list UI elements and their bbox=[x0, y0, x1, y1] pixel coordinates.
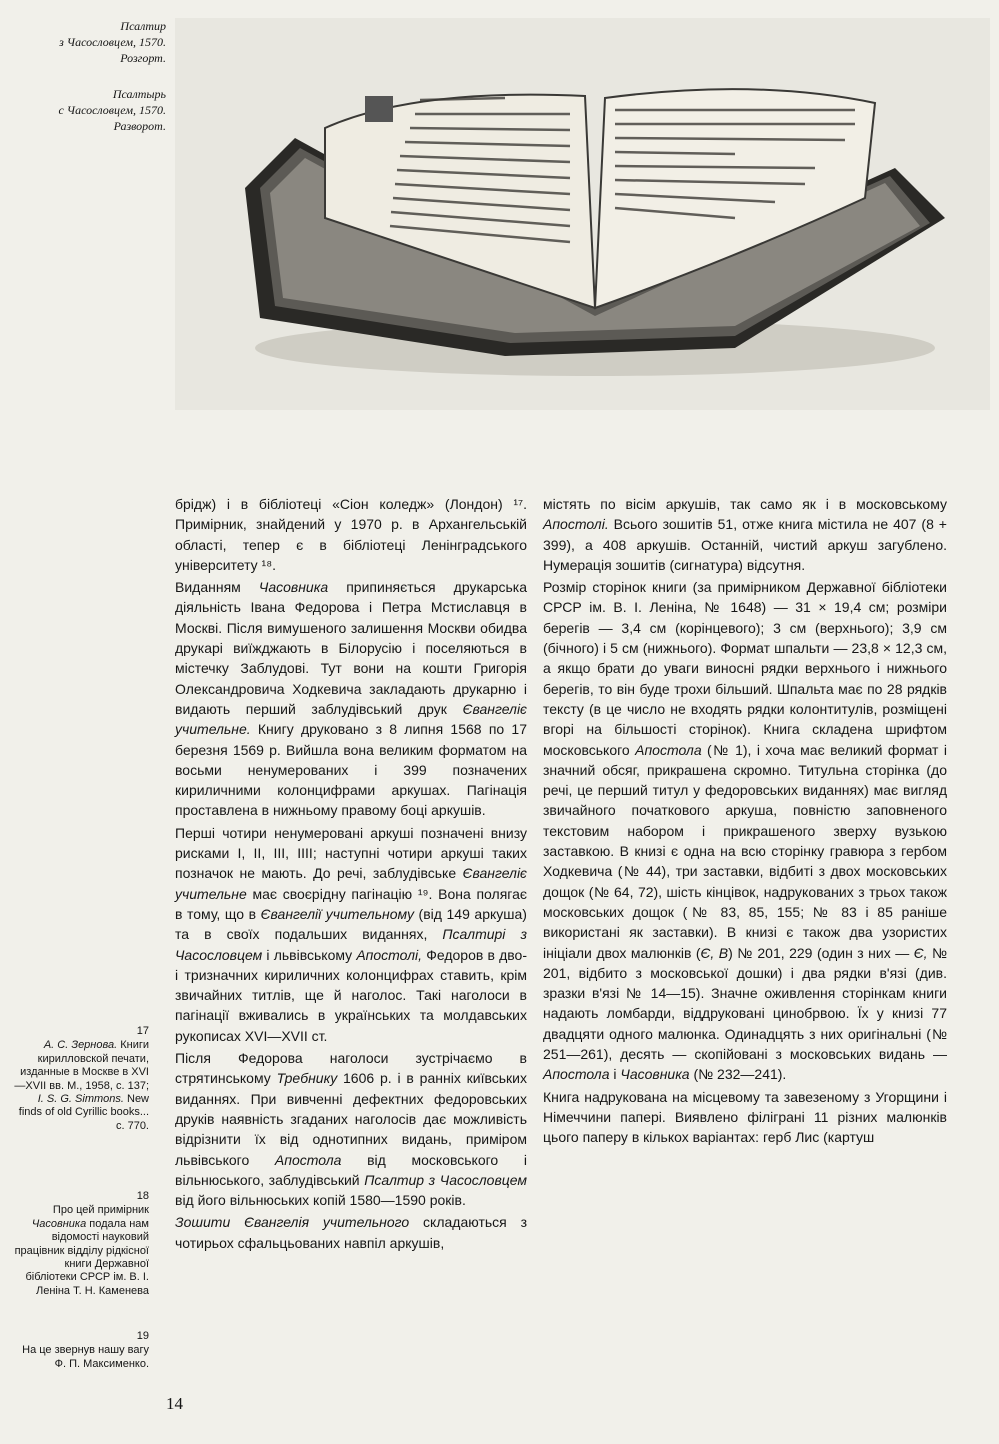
book-photo bbox=[175, 18, 990, 410]
paragraph: Розмір сторінок книги (за примірником Державної бібліотеки СРСР ім. В. І. Леніна, № 1648) — 31 × 19,4 см; розміри берегів — 3,4 см (корінцевого); 3 см (верхнього); 3,9 см (бічного) і 5 см (нижнього). Формат шпальти — 23,8 × 12,3 см, а якщо брати до уваги виносні рядки верхнього і нижнього берегів, то він буде трохи більший. Шпальта має по 28 рядків тексту (в це число не входять рядки колонтитулів, розміщені вгорі на більшості сторінок). Книга складена шрифтом московського Апостола (№ 1), і хоча має великий формат і значний обсяг, прикрашена скромно. Титульна сторінка (до речі, це перший титул у федоровських виданнях) має вигляд звичайного початкового аркуша, повністю заповненого текстовим набором і прикрашеного зверху вузькою заставкою. В книзі є одна на всю сторінку гравюра з гербом Ходкевича (№ 44), три заставки, відбиті з двох московських дощок (№ 64, 72), шість кінцівок, надрукованих з трьох також московських дощок (№ 83, 85, 155; № 83 і 85 раніше використані як заставки). В книзі є також два узористих ініціали двох малюнків (Є, В) № 201, 229 (один з них — Є, № 201, відбито з московської дошки) і два рядки в'язі (див. зразки в'язі № 14—15). Значне оживлення сторінкам книги надають ломбарди, віддруковані цинобрвою. Їх у книзі 77 двадцяти одного малюнка. Одинадцять з них оригінальні (№ 251—261), десять — скопійовані з московських видань — Апостола і Часовника (№ 232—241). bbox=[543, 579, 947, 1083]
caption-russian bbox=[18, 86, 166, 134]
italic-text: Апостолі. bbox=[543, 516, 609, 533]
caption-line: з Часословцем, 1570. bbox=[59, 35, 166, 49]
italic-text: Апостолі, bbox=[356, 946, 423, 963]
italic-text: Зошити bbox=[175, 1214, 245, 1231]
paragraph: Зошити Євангелія учительного складаються з чотирьох сфальцьованих навпіл аркушів, bbox=[175, 1214, 528, 1251]
paragraph: Виданням Часовника припиняється друкарська діяльність Івана Федорова і Петра Мстиславця в Москві. Після вимушеного залишення Москви обидва друкарі виїжджають в Білорусію і поселяються в містечку Заблудові. Тут вони на кошти Григорія Олександровича Ходкевича закладають друкарню і видають перший заблудівський друк Євангеліє учительне. Книгу друковано з 8 липня 1568 по 17 березня 1569 р. Вийшла вона великим форматом на восьми ненумерованих і 399 позначених кириличними колонцифрами аркушах. Пагінація проставлена в нижньому правому боці аркушів. bbox=[175, 579, 527, 819]
initial-letter-mark bbox=[365, 96, 393, 122]
caption-line: Псалтырь bbox=[112, 87, 166, 101]
italic-text: I. S. G. Simmons. bbox=[37, 1093, 124, 1106]
italic-text: Євангеліє учительне. bbox=[175, 700, 527, 738]
italic-text: Апостола bbox=[274, 1151, 342, 1168]
caption-line: Разворот. bbox=[113, 119, 166, 133]
paragraph: Після Федорова наголоси зустрічаємо в стрятинському Требнику 1606 р. і в ранніх київських виданнях. При вивченні дефектних федоровських друків наявність згаданих наголосів дає можливість відрізнити їх від однотипних видань, приміром львівського Апостола від московського і вільнюського, заблудівський Псалтир з Часословцем від його вільнюських копій 1580—1590 років. bbox=[175, 1050, 527, 1209]
paragraph: Книга надрукована на місцевому та завезеному з Угорщини і Німеччини папері. Виявлено філіграні 11 різних малюнків цього паперу в кількох варіантах: герб Лис (картуш bbox=[543, 1088, 947, 1146]
footnote-text: На це звернув нашу вагу Ф. П. Максименко. bbox=[22, 1344, 149, 1370]
italic-text: Є, bbox=[913, 944, 928, 961]
footnote-number: 19 bbox=[136, 1330, 149, 1342]
italic-text: Часовника bbox=[258, 579, 329, 596]
italic-text: Апостола bbox=[543, 1066, 610, 1083]
footnote-text: Про цей примірник Часовника подала нам відомості науковий працівник відділу рідкісної книги Державної бібліотеки СРСР ім. В. І. Леніна Т. Н. Каменева bbox=[14, 1204, 149, 1297]
caption-line: Псалтир bbox=[120, 19, 166, 33]
italic-text: Євангелії учительному bbox=[260, 905, 414, 922]
footnote-number: 18 bbox=[136, 1190, 149, 1202]
italic-text: Псалтирі з Часословцем bbox=[175, 926, 527, 963]
caption-ukrainian bbox=[18, 18, 166, 66]
open-book-illustration bbox=[175, 18, 990, 410]
italic-text: Апостола bbox=[635, 741, 702, 758]
text-column-left bbox=[175, 494, 527, 1253]
italic-text: Требнику bbox=[276, 1070, 338, 1087]
paragraph: Перші чотири ненумеровані аркуші позначені внизу рисками I, II, III, IIII; наступні чотири аркуші таких позначок не мають. До речі, заблудівське Євангеліє учительне має своєрідну пагінацію ¹⁹. Вона полягає в тому, що в Євангелії учительному (від 149 аркуша) та в своїх подальших виданнях, Псалтирі з Часословцем і львівському Апостолі, Федоров в дво- і тризначних кириличних колонцифрах ставить, крім звичайних титлів, ще й наголос. Такі наголоси в пагінації вживались в українських та молдавських рукописах XVI—XVII ст. bbox=[175, 824, 528, 1044]
footnote-17 bbox=[12, 1025, 149, 1133]
italic-text: А. С. Зернова. bbox=[43, 1039, 118, 1052]
italic-text: Євангелія учительного bbox=[244, 1214, 410, 1231]
footnote-18 bbox=[12, 1190, 149, 1298]
paragraph: брідж) і в бібліотеці «Сіон коледж» (Лондон) ¹⁷. Примірник, знайдений у 1970 р. в Архангельській області, тепер є в бібліотеці Ленінградського університету ¹⁸. bbox=[175, 496, 527, 573]
footnote-19 bbox=[12, 1330, 149, 1371]
paragraph: містять по вісім аркушів, так само як і в московському Апостолі. Всього зошитів 51, отже книга містила не 407 (8 + 399), а 408 аркушів. Останній, чистий аркуш загублено. Нумерація зошитів (сигнатура) відсутня. bbox=[543, 496, 947, 573]
text-column-right bbox=[543, 494, 947, 1148]
caption-line: Розгорт. bbox=[120, 51, 166, 65]
italic-text: Євангеліє учительне bbox=[175, 865, 527, 902]
italic-text: Часовника bbox=[31, 1217, 87, 1230]
caption-line: с Часословцем, 1570. bbox=[58, 103, 166, 117]
italic-text: Псалтир з Часословцем bbox=[364, 1171, 527, 1188]
page-number: 14 bbox=[166, 1394, 183, 1413]
footnote-text: А. С. Зернова. Книги кирилловской печати, изданные в Москве в XVI—XVII вв. М., 1958, с. 137; I. S. G. Simmons. New finds of old Cyrillic books... с. 770. bbox=[14, 1039, 149, 1132]
footnote-number: 17 bbox=[136, 1025, 149, 1037]
italic-text: Є, В bbox=[700, 944, 729, 961]
italic-text: Часовника bbox=[620, 1066, 690, 1083]
